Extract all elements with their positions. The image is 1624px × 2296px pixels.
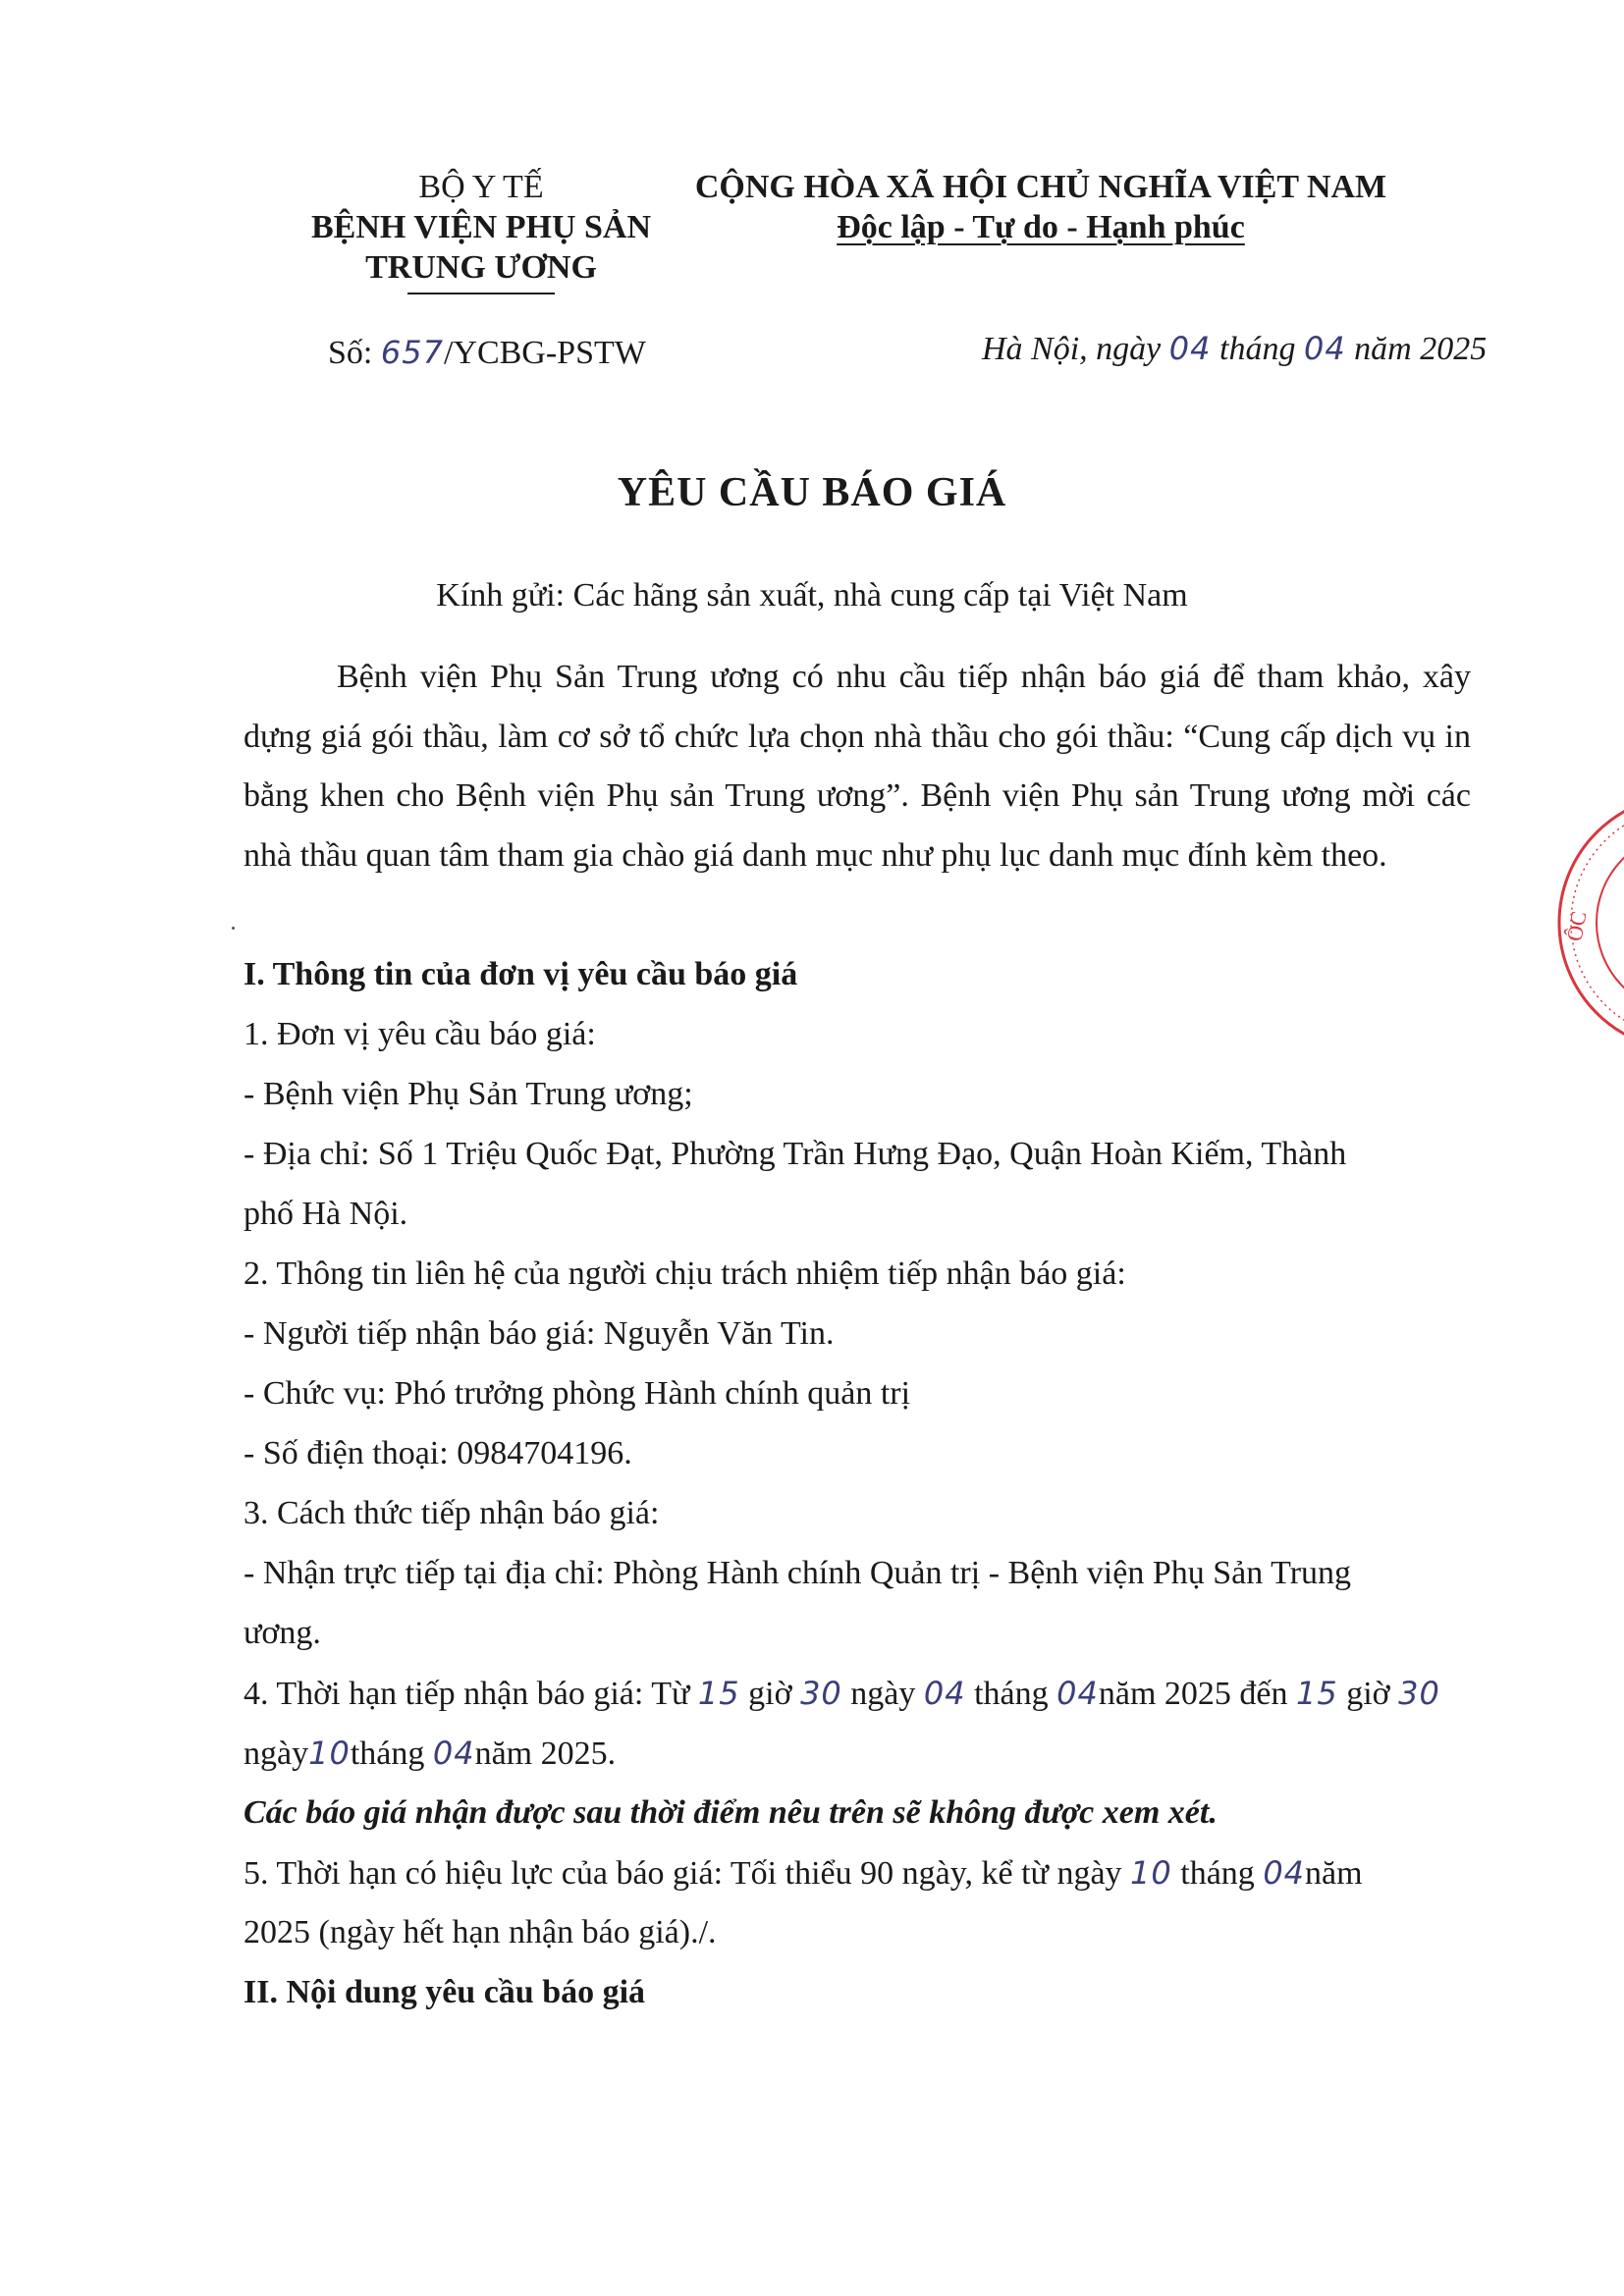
item1-address-line1: - Địa chỉ: Số 1 Triệu Quốc Đạt, Phường Trần Hưng Đạo, Quận Hoàn Kiếm, Thành [244,1136,1347,1172]
item1-address-line2: phố Hà Nội. [244,1196,408,1232]
item2-phone: - Số điện thoại: 0984704196. [244,1435,632,1471]
item4-start-minute: 30 [800,1675,842,1712]
ministry-name: BỘ Y TẾ [418,169,544,205]
item4-text: 4. Thời hạn tiếp nhận báo giá: Từ [244,1676,698,1712]
item3-address-line2: ương. [244,1615,321,1651]
item4-end-day: 10 [308,1735,351,1772]
item4-text: ngày [244,1735,309,1772]
date-month-label: tháng [1211,331,1304,367]
issuer-block [265,167,697,294]
item4-text: tháng [350,1735,433,1772]
item5-line1 [244,1854,1363,1893]
item1-name: - Bệnh viện Phụ Sản Trung ương; [244,1076,693,1112]
item4-text: năm 2025 đến [1098,1676,1296,1712]
item4-start-hour: 15 [697,1675,740,1712]
intro-paragraph: Bệnh viện Phụ Sản Trung ương có nhu cầu tiếp nhận báo giá để tham khảo, xây dựng giá gói thầu, làm cơ sở tổ chức lựa chọn nhà thầu cho gói thầu: “Cung cấp dịch vụ in bằng khen cho Bệnh viện Phụ sản Trung ương”. Bệnh viện Phụ sản Trung ương mời các nhà thầu quan tâm tham gia chào giá danh mục như phụ lục danh mục đính kèm theo. [244,659,1471,875]
date-day: 04 [1168,330,1212,367]
docno-suffix: /YCBG-PSTW [443,335,646,371]
item4-line1 [244,1675,1440,1713]
issuer-underline [407,293,555,294]
country-name: CỘNG HÒA XÃ HỘI CHỦ NGHĨA VIỆT NAM [694,169,1387,205]
section1-heading: I. Thông tin của đơn vị yêu cầu báo giá [244,956,798,992]
item3-address-line1: - Nhận trực tiếp tại địa chỉ: Phòng Hành chính Quản trị - Bệnh viện Phụ Sản Trung [244,1555,1352,1591]
item4-text: giờ [1337,1676,1399,1712]
item5-month: 04 [1263,1854,1306,1892]
item4-text: tháng [965,1676,1057,1712]
item5-text: năm [1305,1855,1363,1892]
item4-text: giờ [739,1676,801,1712]
hospital-name-line2: TRUNG ƯƠNG [365,249,597,286]
item5-line2: 2025 (ngày hết hạn nhận báo giá)./. [244,1914,717,1950]
document-number [328,334,646,372]
scan-speck [232,927,235,930]
document-title: YÊU CẦU BÁO GIÁ [617,470,1007,515]
national-header [687,167,1394,247]
docno-handwritten: 657 [380,334,444,371]
docno-prefix: Số: [328,335,381,371]
section2-heading: II. Nội dung yêu cầu báo giá [244,1974,646,2010]
item5-text: 5. Thời hạn có hiệu lực của báo giá: Tối thiểu 90 ngày, kể từ ngày [244,1855,1131,1892]
date-prefix: Hà Nội, ngày [982,331,1169,367]
date-month: 04 [1303,330,1346,367]
item1-label: 1. Đơn vị yêu cầu báo giá: [244,1016,596,1052]
hospital-name-line1: BỆNH VIỆN PHỤ SẢN [310,209,652,245]
item5-text: tháng [1171,1855,1264,1892]
late-quote-notice: Các báo giá nhận được sau thời điểm nêu trên sẽ không được xem xét. [244,1794,1218,1831]
greeting: Kính gửi: Các hãng sản xuất, nhà cung cấp tại Việt Nam [436,577,1188,614]
item2-person: - Người tiếp nhận báo giá: Nguyễn Văn Tin. [244,1315,835,1352]
document-date [982,330,1487,368]
item4-start-day: 04 [923,1675,966,1712]
item4-line2 [244,1735,616,1773]
item4-end-hour: 15 [1296,1675,1338,1712]
item4-text: năm 2025. [474,1735,617,1772]
stamp-text: ÔC [1561,909,1592,943]
item2-position: - Chức vụ: Phó trưởng phòng Hành chính quản trị [244,1375,911,1412]
item5-day: 10 [1130,1854,1172,1892]
item4-end-month: 04 [432,1735,475,1772]
item3-label: 3. Cách thức tiếp nhận báo giá: [244,1495,660,1531]
item2-label: 2. Thông tin liên hệ của người chịu trách nhiệm tiếp nhận báo giá: [244,1255,1126,1292]
date-year: năm 2025 [1345,331,1488,367]
item4-end-minute: 30 [1398,1675,1440,1712]
red-stamp-fragment [1540,785,1624,1060]
item4-start-month: 04 [1056,1675,1099,1712]
national-motto: Độc lập - Tự do - Hạnh phúc [837,209,1245,245]
item4-text: ngày [841,1676,924,1712]
